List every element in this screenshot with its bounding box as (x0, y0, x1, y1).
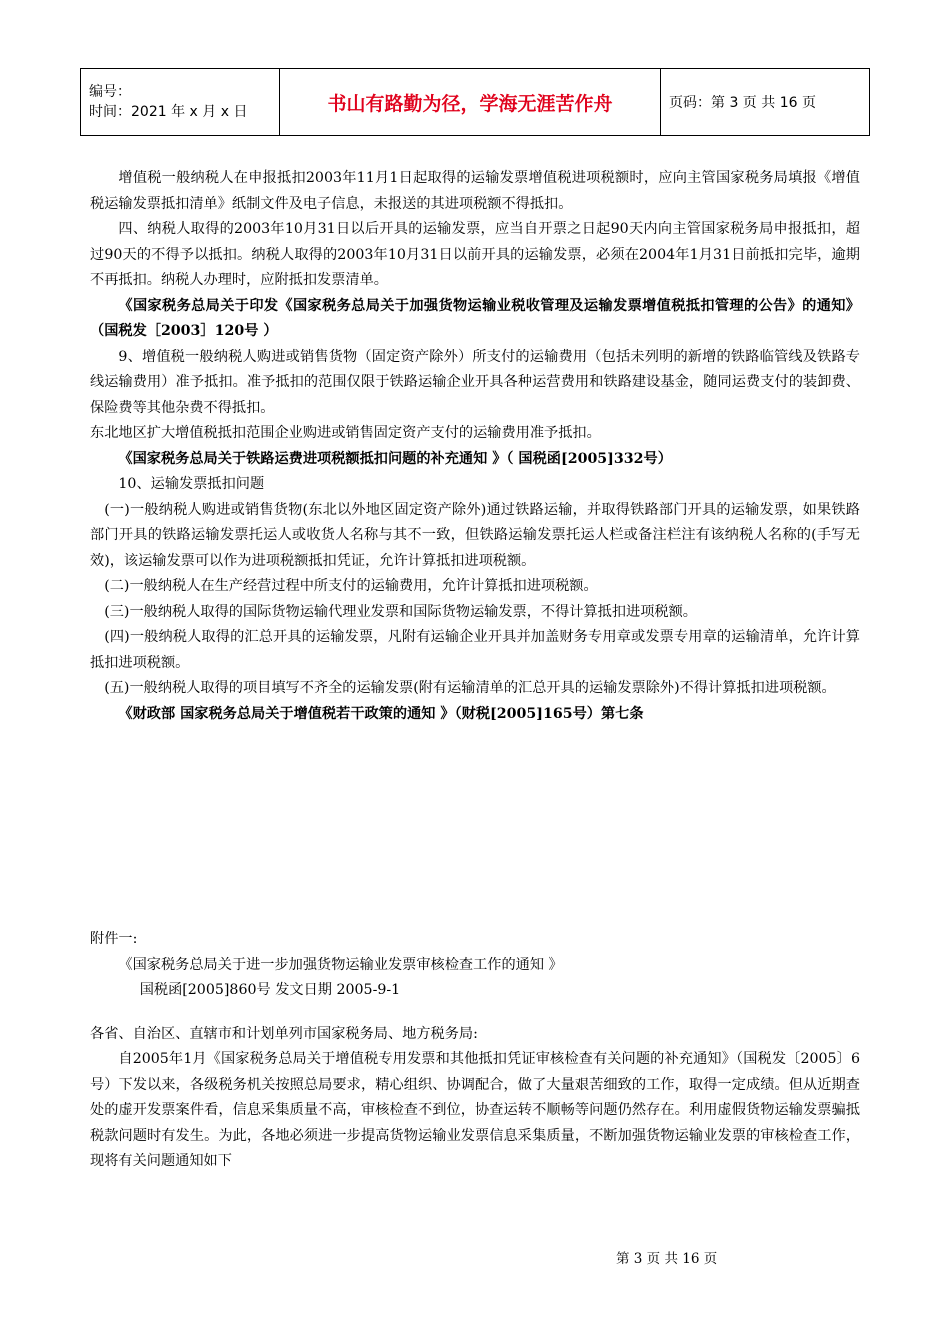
attachment-body: 自2005年1月《国家税务总局关于增值税专用发票和其他抵扣凭证审核检查有关问题的补充通知》（国税发〔2005〕6号）下发以来，各级税务机关按照总局要求，精心组织、协调配合，做了大量艰苦细致的工作，取得一定成绩。但从近期查处的虚开发票案件看，信息采集质量不高，审核检查不到位，协查运转不顺畅等问题仍然存在。利用虚假货物运输发票骗抵税款问题时有发生。为此，各地必须进一步提高货物运输业发票信息采集质量，不断加强货物运输业发票的审核检查工作，现将有关问题通知如下 (90, 1051, 860, 1169)
list-item: (二)一般纳税人在生产经营过程中所支付的运输费用，允许计算抵扣进项税额。 (104, 578, 598, 594)
citation: 《财政部 国家税务总局关于增值税若干政策的通知 》（财税[2005]165号）第七条 (118, 705, 644, 722)
citation: 《国家税务总局关于印发《国家税务总局关于加强货物运输业税收管理及运输发票增值税抵扣管理的公告》的通知》 （国税发［2003］120号 ） (90, 297, 860, 339)
attachment-doc-number: 国税函[2005]860号 发文日期 2005-9-1 (139, 982, 401, 998)
paragraph: 增值税一般纳税人在申报抵扣2003年11月1日起取得的运输发票增值税进项税额时，应向主管国家税务局填报《增值税运输发票抵扣清单》纸制文件及电子信息，未报送的其进项税额不得抵扣。 (90, 170, 860, 212)
list-item: (三)一般纳税人取得的国际货物运输代理业发票和国际货物运输发票，不得计算抵扣进项税额。 (104, 603, 697, 620)
page-number: 页码：第 3 页 共 16 页 (661, 69, 870, 136)
serial-label: 编号： (89, 84, 131, 100)
attachment-label: 附件一: (90, 931, 138, 947)
paragraph: 东北地区扩大增值税抵扣范围企业购进或销售固定资产支付的运输费用准予抵扣。 (90, 425, 601, 441)
list-item: (五)一般纳税人取得的项目填写不齐全的运输发票(附有运输清单的汇总开具的运输发票除外)不得计算抵扣进项税额。 (104, 680, 836, 696)
time-label: 时间：2021 年 x 月 x 日 (89, 104, 248, 120)
citation: 《国家税务总局关于铁路运费进项税额抵扣问题的补充通知 》（ 国税函[2005]332号） (118, 450, 672, 467)
paragraph: 9、增值税一般纳税人购进或销售货物（固定资产除外）所支付的运输费用（包括未列明的新增的铁路临管线及铁路专线运输费用）准予抵扣。准予抵扣的范围仅限于铁路运输企业开具各种运营费用和铁路建设基金，随同运费支付的装卸费、保险费等其他杂费不得抵扣。 (90, 348, 860, 416)
footer-page-number: 第 3 页 共 16 页 (616, 1251, 718, 1267)
attachment-addressee: 各省、自治区、直辖市和计划单列市国家税务局、地方税务局: (90, 1025, 478, 1042)
attachment-title: 《国家税务总局关于进一步加强货物运输业发票审核检查工作的通知 》 (118, 956, 563, 973)
paragraph: 四、纳税人取得的2003年10月31日以后开具的运输发票，应当自开票之日起90天内向主管国家税务局申报抵扣，超过90天的不得予以抵扣。纳税人取得的2003年10月31日以前开具的运输发票，必须在2004年1月31日前抵扣完毕，逾期不再抵扣。纳税人办理时，应附抵扣发票清单。 (90, 221, 860, 288)
header-table (80, 68, 870, 136)
section-heading: 10、运输发票抵扣问题 (118, 476, 265, 492)
motto: 书山有路勤为径，学海无涯苦作舟 (280, 69, 661, 136)
list-item: (四)一般纳税人取得的汇总开具的运输发票，凡附有运输企业开具并加盖财务专用章或发票专用章的运输清单，允许计算抵扣进项税额。 (90, 629, 860, 671)
header-meta (81, 69, 280, 136)
list-item: (一)一般纳税人购进或销售货物(东北以外地区固定资产除外)通过铁路运输，并取得铁路部门开具的运输发票，如果铁路部门开具的铁路运输发票托运人或收货人名称与其不一致，但铁路运输发票托运人栏或备注栏注有该纳税人名称的(手写无效)，该运输发票可以作为进项税额抵扣凭证，允许计算抵扣进项税额。 (90, 501, 860, 569)
document-body (90, 166, 860, 1175)
